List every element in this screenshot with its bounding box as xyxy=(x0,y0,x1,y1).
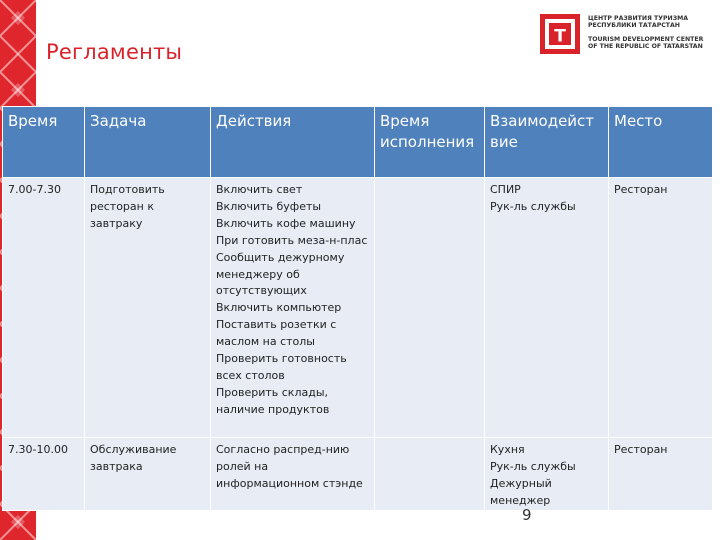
cell-interaction: СПИР Рук-ль службы xyxy=(485,178,609,438)
slide-title: Регламенты xyxy=(46,40,183,64)
cell-actions: Согласно распред-нию ролей на информационном стэнде xyxy=(211,438,375,511)
header-interaction: Взаимодейст вие xyxy=(485,107,609,178)
header-place: Место xyxy=(609,107,713,178)
regulations-table xyxy=(2,106,713,511)
page-number: 9 xyxy=(522,506,532,524)
logo-en-line1: TOURISM DEVELOPMENT CENTER xyxy=(588,35,704,43)
cell-exec-time xyxy=(375,178,485,438)
logo-ru-line2: РЕСПУБЛИКИ ТАТАРСТАН xyxy=(588,22,680,30)
table-row xyxy=(3,438,713,511)
cell-place: Ресторан xyxy=(609,178,713,438)
cell-time: 7.30-10.00 xyxy=(3,438,85,511)
header-exec-time: Время исполнения xyxy=(375,107,485,178)
header-task: Задача xyxy=(85,107,211,178)
logo-mark-letter: T xyxy=(554,26,566,47)
header-time: Время xyxy=(3,107,85,178)
cell-task: Обслуживание завтрака xyxy=(85,438,211,511)
header-actions: Действия xyxy=(211,107,375,178)
cell-task: Подготовить ресторан к завтраку xyxy=(85,178,211,438)
logo-mark-icon xyxy=(540,14,580,54)
tourism-center-logo xyxy=(540,14,704,56)
cell-actions: Включить свет Включить буфеты Включить кофе машину При готовить меза-н-плас Сообщить дежурному менеджеру об отсутствующих Включить компьютер Поставить розетки с маслом на столы Проверить готовность всех столов Проверить склады, наличие продуктов xyxy=(211,178,375,438)
cell-interaction: Кухня Рук-ль службы Дежурный менеджер xyxy=(485,438,609,511)
cell-place: Ресторан xyxy=(609,438,713,511)
cell-time: 7.00-7.30 xyxy=(3,178,85,438)
logo-en-line2: OF THE REPUBLIC OF TATARSTAN xyxy=(588,43,703,51)
cell-exec-time xyxy=(375,438,485,511)
logo-ru-line1: ЦЕНТР РАЗВИТИЯ ТУРИЗМА xyxy=(588,15,689,22)
table-header-row xyxy=(3,107,713,178)
table-row xyxy=(3,178,713,438)
logo-text xyxy=(588,15,703,51)
